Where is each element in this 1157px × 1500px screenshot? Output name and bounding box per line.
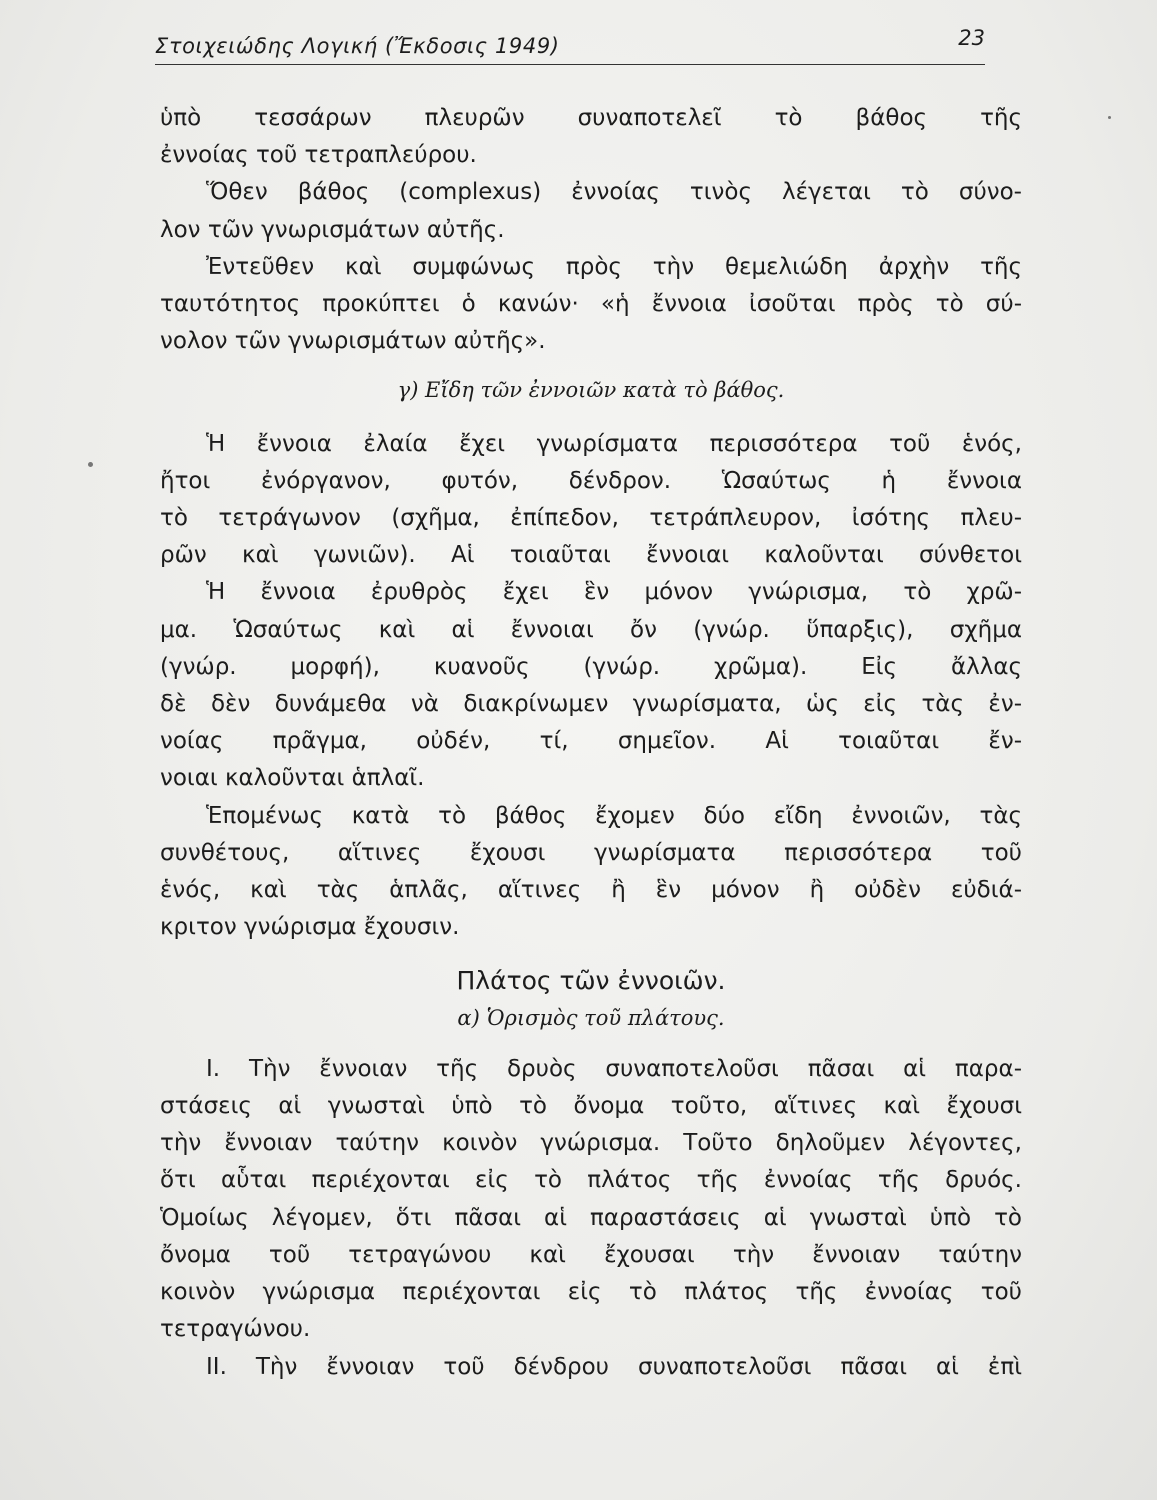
text-line: ταυτότητος προκύπτει ὁ κανών· «ἡ ἔννοια ἰσοῦται πρὸς τὸ σύ- (160, 291, 1022, 318)
page-number: 23 (958, 26, 985, 50)
page-speck (1108, 116, 1111, 119)
text-line: ρῶν καὶ γωνιῶν). Αἱ τοιαῦται ἔννοιαι καλοῦνται σύνθετοι (160, 542, 1022, 569)
text-line: ὅτι αὗται περιέχονται εἰς τὸ πλάτος τῆς ἐννοίας τῆς δρυός. (160, 1167, 1022, 1194)
text-line: II. Τὴν ἔννοιαν τοῦ δένδρου συναποτελοῦσι πᾶσαι αἱ ἐπὶ (206, 1353, 1022, 1380)
text-line: Ὁμοίως λέγομεν, ὅτι πᾶσαι αἱ παραστάσεις αἱ γνωσταὶ ὑπὸ τὸ (160, 1204, 1022, 1231)
text-line: συνθέτους, αἵτινες ἔχουσι γνωρίσματα περισσότερα τοῦ (160, 839, 1022, 866)
text-line: ἤτοι ἐνόργανον, φυτόν, δένδρον. Ὡσαύτως ἡ ἔννοια (160, 467, 1022, 494)
text-line: Ὅθεν βάθος (complexus) ἐννοίας τινὸς λέγεται τὸ σύνο- (206, 179, 1022, 206)
text-line: μα. Ὡσαύτως καὶ αἱ ἔννοιαι ὄν (γνώρ. ὕπαρξις), σχῆμα (160, 616, 1022, 643)
text-line: ἐννοίας τοῦ τετραπλεύρου. (160, 142, 477, 169)
text-line: δὲ δὲν δυνάμεθα νὰ διακρίνωμεν γνωρίσματα, ὡς εἰς τὰς ἐν- (160, 691, 1022, 718)
section-title: Πλάτος τῶν ἐννοιῶν. (456, 966, 726, 996)
text-line: κοινὸν γνώρισμα περιέχονται εἰς τὸ πλάτος τῆς ἐννοίας τοῦ (160, 1279, 1022, 1306)
text-line: τὴν ἔννοιαν ταύτην κοινὸν γνώρισμα. Τοῦτο δηλοῦμεν λέγοντες, (160, 1130, 1022, 1157)
text-line: I. Τὴν ἔννοιαν τῆς δρυὸς συναποτελοῦσι πᾶσαι αἱ παρα- (206, 1055, 1022, 1082)
text-line: Ἑπομένως κατὰ τὸ βάθος ἔχομεν δύο εἴδη ἐννοιῶν, τὰς (206, 802, 1022, 829)
text-line: ἑνός, καὶ τὰς ἁπλᾶς, αἵτινες ἢ ἓν μόνον ἢ οὐδὲν εὐδιά- (160, 877, 1022, 904)
text-line: ὑπὸ τεσσάρων πλευρῶν συναποτελεῖ τὸ βάθος τῆς (160, 105, 1022, 131)
text-line: (γνώρ. μορφή), κυανοῦς (γνώρ. χρῶμα). Εἰς ἄλλας (160, 653, 1022, 680)
text-line: Ἡ ἔννοια ἐρυθρὸς ἔχει ἓν μόνον γνώρισμα, τὸ χρῶ- (206, 579, 1022, 606)
header-rule (155, 64, 985, 65)
subsection-heading: α) Ὁρισμὸς τοῦ πλάτους. (457, 1005, 725, 1030)
text-line: λον τῶν γνωρισμάτων αὐτῆς. (160, 216, 505, 243)
text-line: στάσεις αἱ γνωσταὶ ὑπὸ τὸ ὄνομα τοῦτο, αἵτινες καὶ ἔχουσι (160, 1093, 1022, 1120)
text-line: ὄνομα τοῦ τετραγώνου καὶ ἔχουσαι τὴν ἔννοιαν ταύτην (160, 1241, 1022, 1268)
text-line: νοίας πρᾶγμα, οὐδέν, τί, σημεῖον. Αἱ τοιαῦται ἔν- (160, 728, 1022, 755)
text-line: τὸ τετράγωνον (σχῆμα, ἐπίπεδον, τετράπλευρον, ἰσότης πλευ- (160, 505, 1022, 532)
text-line: κριτον γνώρισμα ἔχουσιν. (160, 914, 460, 941)
subsection-heading: γ) Εἴδη τῶν ἐννοιῶν κατὰ τὸ βάθος. (397, 378, 785, 403)
body-text (160, 100, 1022, 1386)
text-line: νοιαι καλοῦνται ἁπλαῖ. (160, 765, 425, 792)
text-line: νολον τῶν γνωρισμάτων αὐτῆς». (160, 328, 546, 355)
text-line: Ἐντεῦθεν καὶ συμφώνως πρὸς τὴν θεμελιώδη ἀρχὴν τῆς (206, 253, 1022, 280)
running-title: Στοιχειώδης Λογική (Ἔκδοσις 1949) (155, 34, 560, 58)
page-header (155, 22, 985, 70)
page-speck (88, 462, 93, 467)
text-line: τετραγώνου. (160, 1316, 311, 1343)
text-line: Ἡ ἔννοια ἐλαία ἔχει γνωρίσματα περισσότερα τοῦ ἑνός, (206, 430, 1022, 457)
